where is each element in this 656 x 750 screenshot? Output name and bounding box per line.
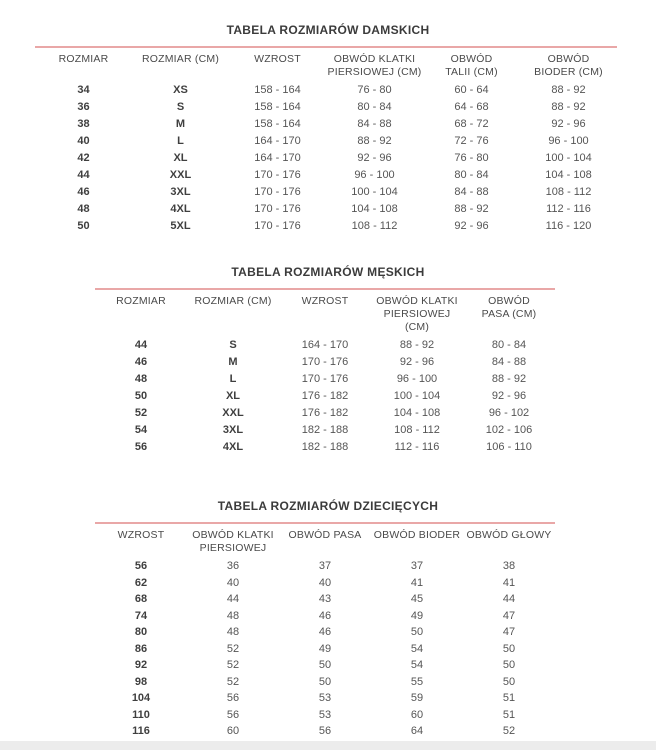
- table-cell: 49: [410, 609, 424, 622]
- column-header: OBWÓD BIODER (CM): [534, 53, 603, 78]
- column-header: OBWÓD KLATKI PIERSIOWEJ (CM): [327, 53, 422, 78]
- table-cell: 104: [131, 692, 151, 704]
- table-cell: 92: [134, 659, 148, 671]
- table-cell: 110: [132, 708, 150, 721]
- column-header: ROZMIAR: [116, 295, 166, 307]
- table-cell: 88 - 92: [399, 339, 435, 351]
- table-cell: 72 - 76: [454, 135, 489, 147]
- table-cell: 50: [410, 626, 424, 638]
- table-cell: 164 - 170: [301, 339, 349, 351]
- table-cell: 80 - 84: [454, 169, 489, 181]
- table-cell: 54: [410, 642, 424, 655]
- table-cell: 96 - 100: [396, 373, 438, 385]
- table-cell: 4XL: [170, 203, 191, 215]
- table-row: [95, 337, 555, 354]
- table-cell: S: [176, 101, 185, 113]
- table-cell: 176 - 182: [301, 407, 349, 419]
- table-cell: 80 - 84: [491, 339, 527, 351]
- table-cell: 170 - 176: [254, 220, 301, 232]
- table-cell: 52: [134, 407, 148, 419]
- table-cell: 56: [134, 560, 148, 572]
- table-cell: 80: [134, 626, 148, 638]
- table-cell: 170 - 176: [254, 169, 301, 181]
- table-cell: 96 - 102: [488, 407, 530, 419]
- table-cell: 92 - 96: [399, 356, 435, 368]
- column-header: OBWÓD KLATKI PIERSIOWEJ: [192, 529, 274, 554]
- table-cell: 170 - 176: [254, 203, 301, 215]
- table-cell: 64 - 68: [454, 101, 489, 113]
- table-row: [95, 624, 555, 641]
- table-cell: 158 - 164: [254, 101, 301, 113]
- men-table-title: TABELA ROZMIARÓW MĘSKICH: [231, 265, 425, 279]
- table-row: [95, 707, 555, 724]
- women-size-section: [0, 0, 656, 235]
- table-row: [95, 575, 555, 592]
- table-cell: XL: [173, 152, 188, 164]
- table-row: [35, 116, 617, 133]
- table-cell: 43: [318, 593, 332, 605]
- children-table-wrap: [95, 522, 555, 750]
- table-cell: 88 - 92: [357, 135, 392, 147]
- table-cell: 68 - 72: [454, 118, 489, 130]
- table-cell: 46: [77, 186, 90, 198]
- table-cell: 106 - 110: [486, 441, 532, 453]
- table-cell: 164 - 170: [254, 152, 301, 164]
- table-row: [35, 99, 617, 116]
- table-cell: 102 - 106: [485, 424, 533, 436]
- table-cell: 100 - 104: [393, 390, 441, 402]
- column-header: WZROST: [117, 529, 165, 541]
- table-cell: 51: [502, 708, 516, 721]
- table-row: [95, 439, 555, 456]
- table-cell: 74: [134, 609, 148, 622]
- table-cell: L: [229, 373, 237, 385]
- table-row: [95, 388, 555, 405]
- table-cell: 170 - 176: [301, 356, 349, 368]
- table-cell: 48: [226, 626, 240, 638]
- table-cell: 158 - 164: [254, 84, 301, 96]
- women-table-title: TABELA ROZMIARÓW DAMSKICH: [226, 23, 430, 37]
- table-cell: 38: [77, 118, 90, 130]
- table-cell: 3XL: [170, 186, 191, 198]
- header-row: [35, 48, 617, 82]
- table-cell: 47: [502, 609, 516, 622]
- table-cell: 84 - 88: [454, 186, 489, 198]
- table-cell: 96 - 100: [354, 169, 395, 181]
- table-cell: 50: [502, 675, 516, 688]
- table-cell: 92 - 96: [357, 152, 392, 164]
- table-cell: 41: [502, 576, 516, 589]
- table-cell: 112 - 116: [394, 441, 440, 453]
- table-cell: 36: [77, 101, 90, 113]
- table-cell: 5XL: [170, 220, 191, 232]
- table-cell: 56: [134, 441, 148, 453]
- table-cell: 104 - 108: [393, 407, 441, 419]
- table-cell: 92 - 96: [491, 390, 527, 402]
- table-cell: 112 - 116: [546, 203, 591, 215]
- table-cell: 56: [226, 708, 240, 721]
- table-cell: 40: [77, 135, 90, 147]
- table-cell: 52: [502, 725, 516, 737]
- bottom-edge-bar: [0, 741, 656, 750]
- table-cell: 60: [226, 725, 240, 737]
- table-row: [35, 218, 617, 235]
- table-cell: 53: [318, 692, 332, 704]
- table-cell: 108 - 112: [545, 186, 592, 198]
- table-cell: 68: [134, 593, 148, 605]
- children-table-title: TABELA ROZMIARÓW DZIECIĘCYCH: [217, 499, 439, 513]
- table-cell: 170 - 176: [254, 186, 301, 198]
- table-row: [95, 657, 555, 674]
- table-cell: 3XL: [222, 424, 244, 436]
- table-cell: 54: [410, 659, 424, 671]
- table-cell: 49: [318, 642, 332, 655]
- men-size-table: [95, 290, 555, 456]
- table-cell: 4XL: [222, 441, 244, 453]
- table-cell: 37: [318, 560, 332, 572]
- column-header: OBWÓD BIODER: [373, 529, 461, 541]
- column-header: ROZMIAR (CM): [194, 295, 272, 307]
- table-row: [35, 133, 617, 150]
- table-cell: 88 - 92: [551, 84, 586, 96]
- table-cell: 48: [226, 609, 240, 622]
- table-cell: XXL: [222, 407, 244, 419]
- table-cell: 60: [410, 708, 424, 721]
- table-cell: 46: [318, 609, 332, 622]
- column-header: ROZMIAR: [58, 53, 109, 65]
- table-cell: 34: [77, 84, 90, 96]
- table-cell: 44: [502, 593, 516, 605]
- table-cell: 84 - 88: [491, 356, 527, 368]
- table-cell: 56: [318, 725, 332, 737]
- table-row: [35, 150, 617, 167]
- table-row: [95, 690, 555, 707]
- column-header: OBWÓD PASA (CM): [481, 295, 537, 320]
- column-header: WZROST: [301, 295, 349, 307]
- header-row: [95, 524, 555, 558]
- table-cell: 52: [226, 642, 240, 655]
- table-cell: 44: [77, 169, 90, 181]
- table-cell: 54: [134, 424, 148, 436]
- table-row: [95, 608, 555, 625]
- table-cell: 36: [226, 560, 240, 572]
- table-cell: 42: [77, 152, 90, 164]
- table-cell: 108 - 112: [394, 424, 440, 436]
- table-cell: 37: [410, 560, 424, 572]
- table-cell: 55: [410, 675, 424, 688]
- table-cell: 40: [318, 576, 332, 589]
- column-header: OBWÓD PASA: [288, 529, 362, 541]
- table-cell: 41: [410, 576, 424, 589]
- table-cell: 158 - 164: [254, 118, 301, 130]
- table-cell: 48: [134, 373, 148, 385]
- table-cell: 64: [410, 725, 424, 737]
- table-cell: 50: [318, 675, 332, 688]
- table-cell: 48: [77, 203, 90, 215]
- table-cell: 40: [226, 576, 240, 589]
- table-cell: 44: [226, 593, 240, 605]
- table-cell: 51: [502, 692, 516, 704]
- table-row: [95, 558, 555, 575]
- table-cell: XS: [173, 84, 188, 96]
- table-cell: 176 - 182: [301, 390, 349, 402]
- column-header: OBWÓD KLATKI PIERSIOWEJ (CM): [376, 295, 458, 333]
- children-size-table: [95, 524, 555, 750]
- women-size-table: [35, 48, 617, 235]
- table-cell: 50: [77, 220, 90, 232]
- table-cell: 116: [132, 725, 150, 737]
- table-cell: 76 - 80: [454, 152, 489, 164]
- table-cell: S: [229, 339, 237, 351]
- column-header: OBWÓD TALII (CM): [445, 53, 498, 78]
- table-cell: 50: [502, 642, 516, 655]
- table-row: [95, 371, 555, 388]
- women-table-wrap: [35, 46, 617, 235]
- table-cell: 52: [226, 675, 240, 688]
- table-cell: 50: [318, 659, 332, 671]
- table-cell: 45: [410, 593, 424, 605]
- table-cell: 108 - 112: [351, 220, 398, 232]
- column-header: ROZMIAR (CM): [141, 53, 220, 65]
- table-cell: 100 - 104: [351, 186, 398, 198]
- table-cell: M: [228, 356, 238, 368]
- table-cell: 84 - 88: [357, 118, 392, 130]
- table-cell: 46: [134, 356, 148, 368]
- table-cell: 100 - 104: [545, 152, 592, 164]
- table-cell: 182 - 188: [301, 441, 349, 453]
- table-cell: 44: [134, 339, 148, 351]
- table-cell: XL: [225, 390, 241, 402]
- table-cell: XXL: [169, 169, 192, 181]
- column-header: WZROST: [254, 53, 301, 65]
- table-cell: 76 - 80: [357, 84, 392, 96]
- table-cell: 60 - 64: [454, 84, 489, 96]
- table-cell: 88 - 92: [454, 203, 489, 215]
- table-cell: 86: [134, 642, 148, 655]
- men-table-wrap: [95, 288, 555, 456]
- table-row: [35, 184, 617, 201]
- table-cell: 80 - 84: [357, 101, 392, 113]
- table-cell: 92 - 96: [551, 118, 586, 130]
- table-cell: 59: [410, 692, 424, 704]
- table-cell: 53: [318, 708, 332, 721]
- table-cell: 104 - 108: [351, 203, 398, 215]
- header-row: [95, 290, 555, 337]
- table-cell: 116 - 120: [545, 220, 592, 232]
- children-size-section: [0, 456, 656, 750]
- table-cell: 38: [502, 560, 516, 572]
- table-cell: 50: [134, 390, 148, 402]
- table-cell: 46: [318, 626, 332, 638]
- table-row: [95, 354, 555, 371]
- table-cell: 182 - 188: [301, 424, 349, 436]
- table-cell: 88 - 92: [551, 101, 586, 113]
- table-cell: 50: [502, 659, 516, 671]
- table-row: [95, 674, 555, 691]
- table-row: [95, 591, 555, 608]
- table-cell: M: [175, 118, 186, 130]
- table-cell: 88 - 92: [491, 373, 527, 385]
- table-cell: 96 - 100: [548, 135, 589, 147]
- table-cell: 98: [134, 675, 148, 688]
- table-cell: 56: [226, 692, 240, 704]
- table-cell: 164 - 170: [254, 135, 301, 147]
- table-cell: L: [177, 135, 184, 147]
- table-cell: 47: [502, 626, 516, 638]
- table-row: [95, 422, 555, 439]
- table-row: [35, 201, 617, 218]
- table-cell: 52: [226, 659, 240, 671]
- table-row: [95, 641, 555, 658]
- table-row: [95, 723, 555, 740]
- men-size-section: [0, 235, 656, 456]
- table-row: [35, 167, 617, 184]
- table-row: [95, 405, 555, 422]
- column-header: OBWÓD GŁOWY: [466, 529, 552, 541]
- table-row: [35, 82, 617, 99]
- table-cell: 170 - 176: [301, 373, 349, 385]
- table-cell: 62: [134, 576, 148, 589]
- table-cell: 104 - 108: [545, 169, 592, 181]
- table-cell: 92 - 96: [454, 220, 489, 232]
